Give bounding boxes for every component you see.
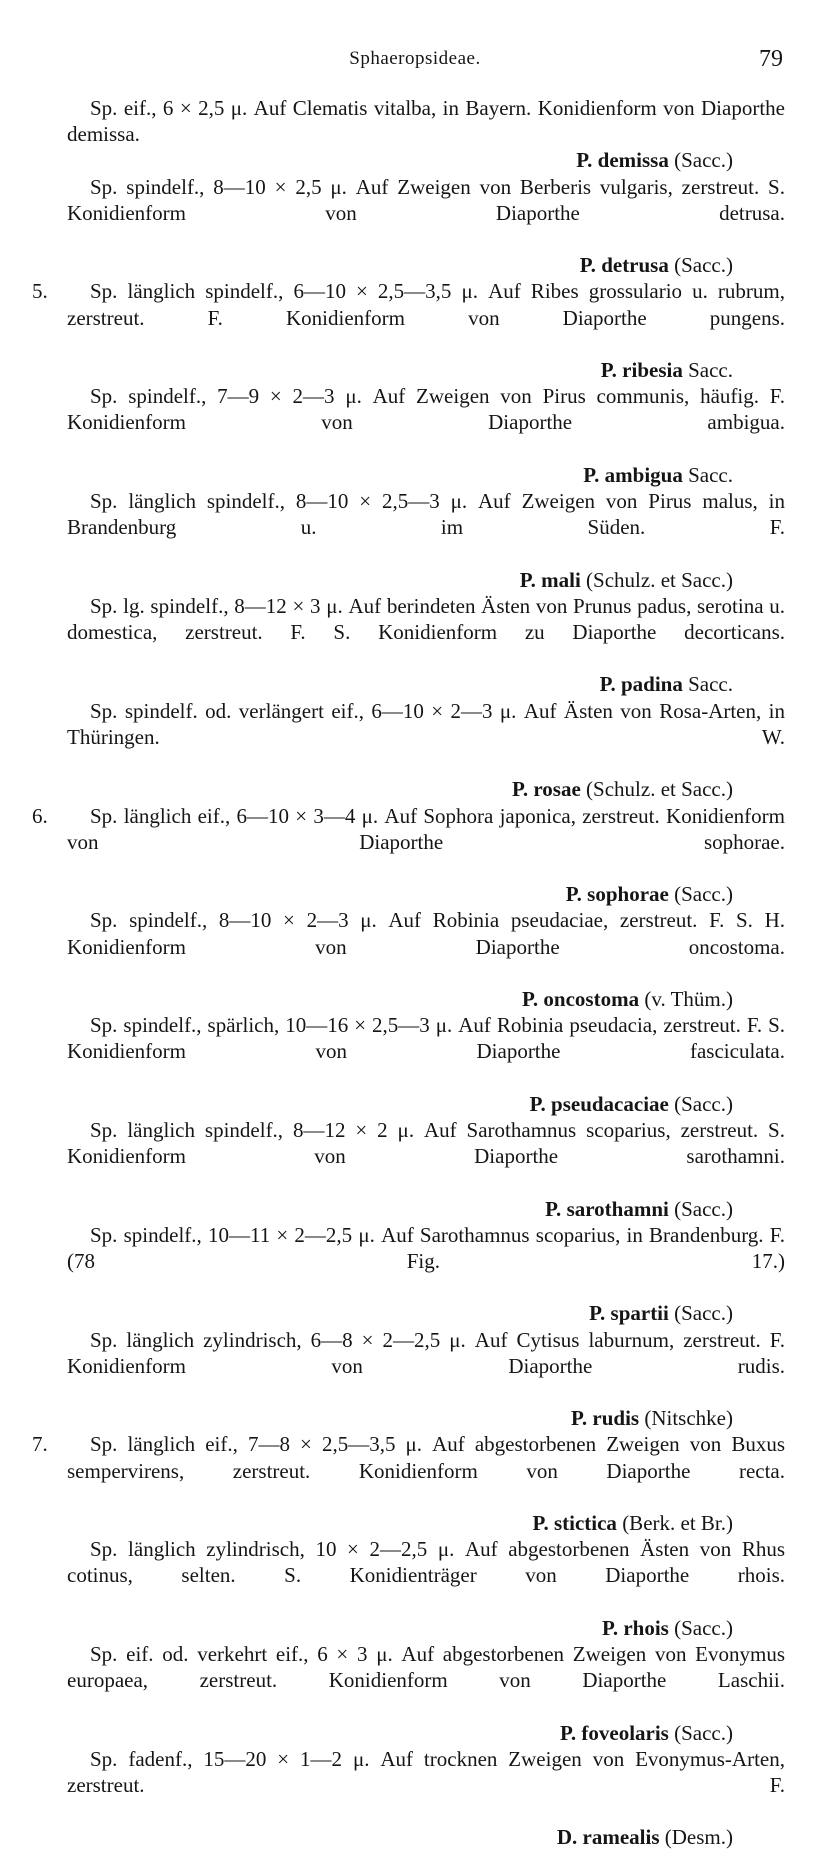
- species-author: (Sacc.): [674, 1196, 733, 1221]
- species-author: (Sacc.): [674, 1615, 733, 1640]
- genus-abbrev: P.: [601, 1615, 619, 1640]
- key-entry: [67, 174, 785, 279]
- key-entries: [32, 95, 785, 1851]
- key-entry: [67, 383, 785, 488]
- species-author: (Desm.): [664, 1825, 733, 1850]
- species-author: (Schulz. et Sacc.): [586, 777, 733, 802]
- species-epithet: foveolaris: [581, 1720, 669, 1745]
- page-number: 79: [759, 46, 783, 72]
- key-entry: [67, 698, 785, 803]
- species-author: (Sacc.): [674, 882, 733, 907]
- species-name: [67, 1824, 785, 1850]
- genus-abbrev: P.: [519, 567, 536, 592]
- entry-description: Sp. spindelf., 10—11 × 2—2,5 μ. Auf Sarothamnus scoparius, in Brandenburg. F. (78 Fig. 17.): [67, 1222, 785, 1273]
- genus-abbrev: P.: [565, 882, 582, 907]
- genus-abbrev: P.: [511, 777, 529, 802]
- species-epithet: detrusa: [601, 253, 669, 278]
- key-entry: [67, 593, 785, 698]
- species-name: [67, 1300, 785, 1326]
- species-name: [67, 776, 785, 802]
- genus-abbrev: P.: [599, 672, 616, 697]
- key-couplet-number: 5.: [32, 279, 48, 304]
- species-author: (Sacc.): [674, 148, 733, 173]
- genus-abbrev: P.: [579, 253, 596, 278]
- species-name: [67, 1510, 785, 1536]
- key-entry: [32, 1431, 785, 1536]
- species-author: Sacc.: [688, 358, 733, 383]
- entry-description: Sp. eif. od. verkehrt eif., 6 × 3 μ. Auf abgestorbenen Zweigen von Evonymus europaea, zerstreut. Konidienform von Diaporthe Laschii.: [67, 1642, 785, 1693]
- key-entry: [67, 1012, 785, 1117]
- key-entry: [32, 278, 785, 383]
- genus-abbrev: P.: [532, 1510, 549, 1535]
- species-name: [67, 567, 785, 593]
- species-name: [67, 462, 785, 488]
- species-name: [67, 671, 785, 697]
- genus-abbrev: P.: [600, 358, 617, 383]
- genus-abbrev: P.: [545, 1196, 562, 1221]
- key-entry: [32, 803, 785, 908]
- species-epithet: spartii: [610, 1301, 669, 1326]
- species-epithet: sophorae: [587, 882, 669, 907]
- key-entry: [67, 1641, 785, 1746]
- genus-abbrev: P.: [529, 1091, 546, 1116]
- species-name: [67, 357, 785, 383]
- genus-abbrev: P.: [571, 1406, 588, 1431]
- species-name: [67, 1405, 785, 1431]
- entry-description: Sp. spindelf., spärlich, 10—16 × 2,5—3 μ. Auf Robinia pseudacia, zerstreut. F. S. Konidienform von Diaporthe fasciculata.: [67, 1013, 785, 1064]
- genus-abbrev: P.: [583, 462, 600, 487]
- species-name: [67, 986, 785, 1012]
- genus-abbrev: P.: [522, 986, 539, 1011]
- species-author: (Berk. et Br.): [622, 1510, 733, 1535]
- species-author: (Sacc.): [674, 253, 733, 278]
- species-epithet: pseudacaciae: [551, 1091, 669, 1116]
- key-entry: [67, 95, 785, 174]
- species-epithet: ambigua: [604, 462, 683, 487]
- species-name: [67, 252, 785, 278]
- key-entry: [67, 488, 785, 593]
- species-author: (Schulz. et Sacc.): [586, 567, 733, 592]
- species-epithet: ramealis: [582, 1825, 660, 1850]
- entry-description: Sp. spindelf., 7—9 × 2—3 μ. Auf Zweigen von Pirus communis, häufig. F. Konidienform von Diaporthe ambigua.: [67, 384, 785, 435]
- species-epithet: stictica: [553, 1510, 617, 1535]
- key-couplet-number: 6.: [32, 803, 48, 828]
- key-entry: [67, 907, 785, 1012]
- entry-description: Sp. länglich zylindrisch, 6—8 × 2—2,5 μ. Auf Cytisus laburnum, zerstreut. F. Konidienform von Diaporthe rudis.: [67, 1327, 785, 1378]
- entry-description: Sp. spindelf. od. verlängert eif., 6—10 × 2—3 μ. Auf Ästen von Rosa-Arten, in Thüringen. W.: [67, 698, 785, 749]
- species-epithet: ribesia: [622, 358, 683, 383]
- entry-description: Sp. länglich eif., 7—8 × 2,5—3,5 μ. Auf abgestorbenen Zweigen von Buxus sempervirens, zerstreut. Konidienform von Diaporthe recta.: [67, 1432, 785, 1483]
- genus-abbrev: D.: [556, 1825, 578, 1850]
- species-epithet: oncostoma: [543, 986, 640, 1011]
- entry-description: Sp. lg. spindelf., 8—12 × 3 μ. Auf berindeten Ästen von Prunus padus, serotina u. domestica, zerstreut. F. S. Konidienform zu Diaporthe decorticans.: [67, 593, 785, 645]
- running-head-title: Sphaeropsideae.: [349, 48, 481, 69]
- species-epithet: sarothamni: [566, 1196, 669, 1221]
- species-epithet: demissa: [597, 148, 669, 173]
- genus-abbrev: P.: [559, 1720, 577, 1745]
- species-author: Sacc.: [688, 462, 733, 487]
- species-name: [67, 1091, 785, 1117]
- key-entry: [67, 1746, 785, 1851]
- species-author: Sacc.: [688, 672, 733, 697]
- species-author: (Nitschke): [644, 1406, 733, 1431]
- species-epithet: rudis: [592, 1406, 640, 1431]
- species-name: [67, 1720, 785, 1746]
- entry-description: Sp. länglich zylindrisch, 10 × 2—2,5 μ. Auf abgestorbenen Ästen von Rhus cotinus, selten. S. Konidienträger von Diaporthe rhois.: [67, 1537, 785, 1588]
- species-epithet: mali: [541, 567, 581, 592]
- running-head: [0, 48, 830, 76]
- entry-description: Sp. eif., 6 × 2,5 μ. Auf Clematis vitalba, in Bayern. Konidienform von Diaporthe demissa.: [67, 96, 785, 147]
- entry-description: Sp. spindelf., 8—10 × 2—3 μ. Auf Robinia pseudaciae, zerstreut. F. S. H. Konidienform von Diaporthe oncostoma.: [67, 908, 785, 959]
- species-name: [67, 1196, 785, 1222]
- entry-description: Sp. länglich eif., 6—10 × 3—4 μ. Auf Sophora japonica, zerstreut. Konidienform von Diaporthe sophorae.: [67, 803, 785, 854]
- key-entry: [67, 1117, 785, 1222]
- species-epithet: padina: [620, 672, 683, 697]
- genus-abbrev: P.: [576, 148, 593, 173]
- key-couplet-number: 7.: [32, 1432, 48, 1457]
- species-name: [67, 1615, 785, 1641]
- entry-description: Sp. länglich spindelf., 8—12 × 2 μ. Auf Sarothamnus scoparius, zerstreut. S. Konidienform von Diaporthe sarothamni.: [67, 1117, 785, 1169]
- entry-description: Sp. fadenf., 15—20 × 1—2 μ. Auf trocknen Zweigen von Evonymus-Arten, zerstreut. F.: [67, 1746, 785, 1798]
- entry-description: Sp. länglich spindelf., 8—10 × 2,5—3 μ. Auf Zweigen von Pirus malus, in Brandenburg u. im Süden. F.: [67, 489, 785, 540]
- species-name: [67, 881, 785, 907]
- species-author: (Sacc.): [674, 1301, 733, 1326]
- species-epithet: rosae: [533, 777, 581, 802]
- entry-description: Sp. länglich spindelf., 6—10 × 2,5—3,5 μ. Auf Ribes grossulario u. rubrum, zerstreut. F. Konidienform von Diaporthe pungens.: [67, 279, 785, 330]
- species-epithet: rhois: [623, 1615, 669, 1640]
- key-entry: [67, 1327, 785, 1432]
- species-author: (Sacc.): [674, 1091, 733, 1116]
- species-author: (Sacc.): [674, 1720, 733, 1745]
- genus-abbrev: P.: [589, 1301, 606, 1326]
- key-entry: [67, 1536, 785, 1641]
- species-author: (v. Thüm.): [644, 986, 733, 1011]
- entry-description: Sp. spindelf., 8—10 × 2,5 μ. Auf Zweigen von Berberis vulgaris, zerstreut. S. Konidienform von Diaporthe detrusa.: [67, 174, 785, 225]
- key-entry: [67, 1222, 785, 1327]
